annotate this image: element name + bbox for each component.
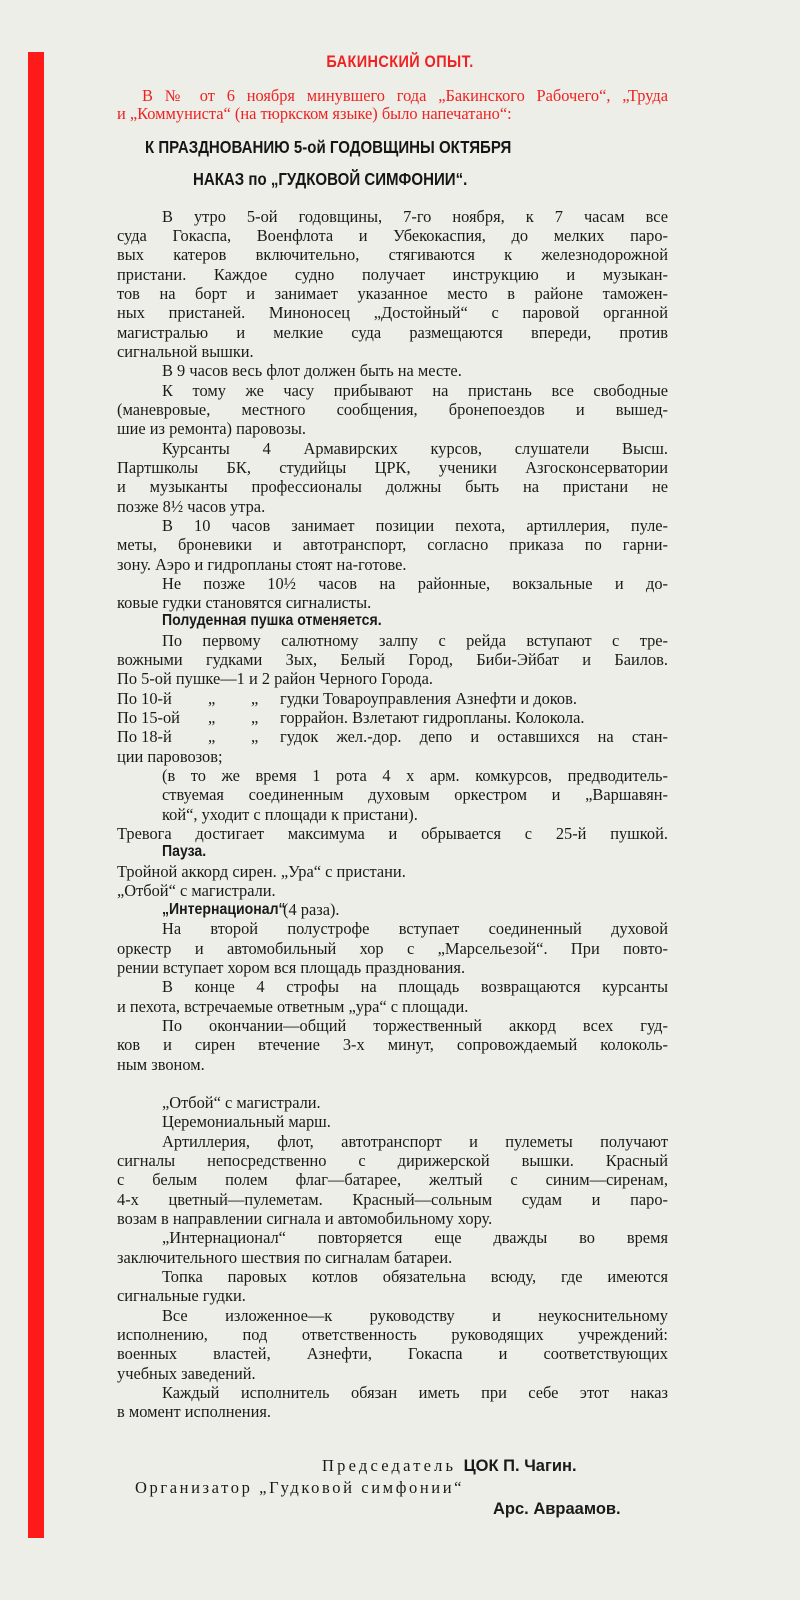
text-line: Каждый исполнитель обязан иметь при себе этот наказ <box>162 1383 668 1402</box>
text-line: (4 раза). <box>283 900 340 919</box>
page-title: БАКИНСКИЙ ОПЫТ. <box>326 52 474 71</box>
text-line: меты, броневики и автотранспорт, согласно приказа по гарни- <box>117 535 668 554</box>
text-line: и музыканты профессионалы должны быть на пристани не <box>117 477 668 496</box>
text-line: исполнению, под ответственность руководящих учреждений: <box>117 1325 668 1344</box>
text-line: шие из ремонта) паровозы. <box>117 419 306 438</box>
signature-organizer-label: Организатор „Гудковой симфонии“ <box>135 1478 465 1497</box>
text-line: „Интернационал“ повторяется еще дважды во время <box>162 1228 668 1247</box>
text-line: позже 8½ часов утра. <box>117 497 266 516</box>
text-line: тов на борт и занимает указанное место в районе таможен- <box>117 284 668 303</box>
ditto-mark: „ <box>251 708 259 727</box>
text-line: „Интернационал“ <box>162 901 286 918</box>
red-margin-bar <box>28 52 44 1538</box>
text-line: „Отбой“ с магистрали. <box>117 881 276 900</box>
text-line: в момент исполнения. <box>117 1402 271 1421</box>
text-line: сигнальные гудки. <box>117 1286 246 1305</box>
text-line: Курсанты 4 Армавирских курсов, слушатели Высш. <box>162 439 668 458</box>
signature-organizer-name: Арс. Авраамов. <box>493 1500 621 1518</box>
intro-line-2: и „Коммуниста“ (на тюркском языке) было напечатано“: <box>117 104 512 123</box>
ditto-mark: „ <box>208 689 216 708</box>
ditto-mark: „ <box>251 689 259 708</box>
chair-label: Председатель <box>322 1456 457 1475</box>
text-line: Топка паровых котлов обязательна всюду, где имеются <box>162 1267 668 1286</box>
text-line: сигнальной вышки. <box>117 342 254 361</box>
text-line: В утро 5-ой годовщины, 7-го ноября, к 7 часам все <box>162 207 668 226</box>
ditto-mark: „ <box>251 727 259 746</box>
text-line: пристани. Каждое судно получает инструкцию и музыкан- <box>117 265 668 284</box>
text-line: с белым полем флаг—батарее, желтый с синим—сиренам, <box>117 1170 668 1189</box>
cannon-row-label: По 15-ой <box>117 708 180 727</box>
text-line: В конце 4 строфы на площадь возвращаются курсанты <box>162 977 668 996</box>
ditto-mark: „ <box>208 727 216 746</box>
text-line: и пехота, встречаемые ответным „ура“ с площади. <box>117 997 469 1016</box>
text-line: (в то же время 1 рота 4 х арм. комкурсов, предводитель- <box>162 766 668 785</box>
text-line: вых катеров включительно, стягиваются к железнодорожной <box>117 245 668 264</box>
cannon-row-label: По 10-й <box>117 689 172 708</box>
text-line: В 10 часов занимает позиции пехота, артиллерия, пуле- <box>162 516 668 535</box>
text-line: В 9 часов весь флот должен быть на месте. <box>162 361 462 380</box>
text-line: оркестр и автомобильный хор с „Марсельезой“. При повто- <box>117 939 668 958</box>
text-line: военных властей, Азнефти, Гокаспа и соответствующих <box>117 1344 668 1363</box>
text-line: Все изложенное—к руководству и неукоснительному <box>162 1306 668 1325</box>
text-line: ковые гудки становятся сигналисты. <box>117 593 372 612</box>
text-line: ных пристаней. Миноносец „Достойный“ с паровой органной <box>117 303 668 322</box>
signature-chair <box>322 1456 577 1476</box>
text-line: Церемониальный марш. <box>162 1112 331 1131</box>
text-line: (маневровые, местного сообщения, бронепоездов и вышед- <box>117 400 668 419</box>
text-line: гудок жел.-дор. депо и оставшихся на стан- <box>280 727 668 746</box>
text-line: вожными гудками Зых, Белый Город, Биби-Эйбат и Баилов. <box>117 650 668 669</box>
text-line: Не позже 10½ часов на районные, вокзальные и до- <box>162 574 668 593</box>
text-line: горрайон. Взлетают гидропланы. Колокола. <box>280 708 585 727</box>
ditto-mark: „ <box>208 708 216 727</box>
text-line: По 5-ой пушке—1 и 2 район Черного Города. <box>117 669 433 688</box>
text-line: Артиллерия, флот, автотранспорт и пулеметы получают <box>162 1132 668 1151</box>
text-line: ции паровозов; <box>117 747 223 766</box>
text-line: Полуденная пушка отменяется. <box>162 612 382 629</box>
heading-1: К ПРАЗДНОВАНИЮ 5-ой ГОДОВЩИНЫ ОКТЯБРЯ <box>145 137 512 157</box>
text-line: магистралью и мелкие суда размещаются впереди, против <box>117 323 668 342</box>
text-line: „Отбой“ с магистрали. <box>162 1093 321 1112</box>
intro-line-1: В № от 6 ноября минувшего года „Бакинского Рабочего“, „Труда <box>142 86 668 105</box>
text-line: Пауза. <box>162 843 207 860</box>
text-line: К тому же часу прибывают на пристань все свободные <box>162 381 668 400</box>
text-line: учебных заведений. <box>117 1364 256 1383</box>
text-line: кой“, уходит с площади к пристани). <box>162 805 418 824</box>
text-line: Партшколы БК, студийцы ЦРК, ученики Азгосконсерватории <box>117 458 668 477</box>
text-line: гудки Товароуправления Азнефти и доков. <box>280 689 577 708</box>
text-line: сигналы непосредственно с дирижерской вышки. Красный <box>117 1151 668 1170</box>
text-line: заключительного шествия по сигналам батареи. <box>117 1248 453 1267</box>
text-line: Тройной аккорд сирен. „Ура“ с пристани. <box>117 862 406 881</box>
text-line: Тревога достигает максимума и обрывается с 25-й пушкой. <box>117 824 668 843</box>
heading-2: НАКАЗ по „ГУДКОВОЙ СИМФОНИИ“. <box>193 169 468 189</box>
chair-name: ЦОК П. Чагин. <box>463 1457 577 1475</box>
text-line: рении вступает хором вся площадь празднования. <box>117 958 466 977</box>
text-line: На второй полустрофе вступает соединенный духовой <box>162 919 668 938</box>
text-line: зону. Аэро и гидропланы стоят на-готове. <box>117 555 407 574</box>
cannon-row-label: По 18-й <box>117 727 172 746</box>
text-line: 4-х цветный—пулеметам. Красный—сольным судам и паро- <box>117 1190 668 1209</box>
text-line: возам в направлении сигнала и автомобильному хору. <box>117 1209 493 1228</box>
text-line: ствуемая соединенным духовым оркестром и „Варшавян- <box>162 785 668 804</box>
text-line: ков и сирен втечение 3-х минут, сопровождаемый колоколь- <box>117 1035 668 1054</box>
text-line: По первому салютному залпу с рейда вступают с тре- <box>162 631 668 650</box>
text-line: По окончании—общий торжественный аккорд всех гуд- <box>162 1016 668 1035</box>
text-line: ным звоном. <box>117 1055 205 1074</box>
text-line: суда Гокаспа, Военфлота и Убекокаспия, до мелких паро- <box>117 226 668 245</box>
